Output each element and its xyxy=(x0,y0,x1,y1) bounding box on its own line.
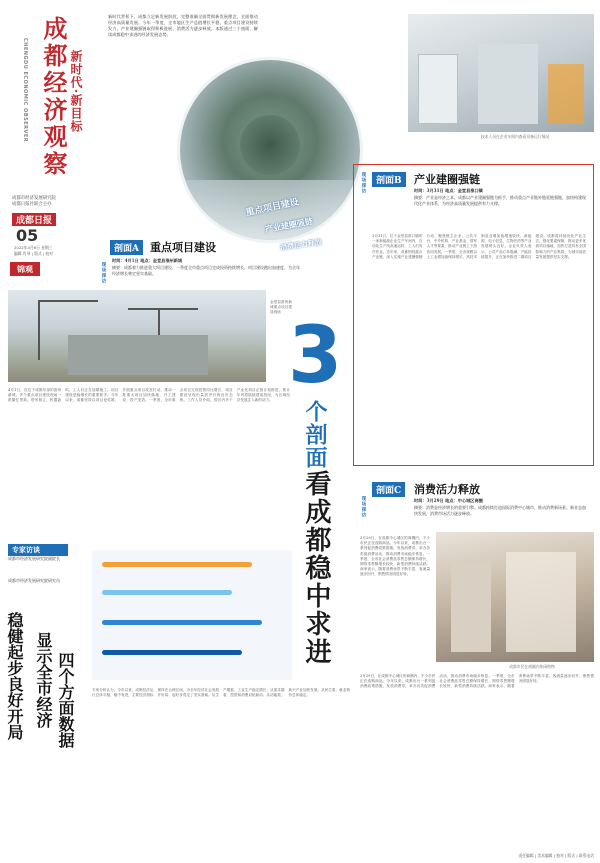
masthead-english: CHENGDU ECONOMIC OBSERVER xyxy=(22,38,28,143)
ring-label-3: 消费活力释放 xyxy=(279,238,323,252)
infographic-bar-2 xyxy=(102,590,232,595)
masthead-subtitle: 新时代·新目标 xyxy=(69,50,83,134)
experts-box-title: 专家访谈 xyxy=(8,544,68,556)
section-b-title: 产业建圈强链 xyxy=(414,173,480,186)
experts-list xyxy=(8,556,88,600)
experts-headline-3: 四个方面数据 xyxy=(56,652,75,748)
section-b-time: 时间：3月31日 地点：金堂县淮口镇 xyxy=(414,188,483,193)
ring-label-1: 重点项目建设 xyxy=(244,197,300,219)
infographic-bar-4 xyxy=(102,650,242,655)
section-c-badge: 剖面C xyxy=(372,482,405,497)
ring-label-2: 产业建圈强链 xyxy=(264,216,314,235)
experts-headline-2: 显示全市经济 xyxy=(34,632,53,728)
section-b-summary: 摘要：产业是经济之本。成都以产业建圈强链为抓手，推动重点产业链补链延链强链，加快构建现代化产业体系，为经济高质量发展提供有力支撑。 xyxy=(414,195,586,206)
expert-item-1: 成都市经济发展研究院副院长 xyxy=(8,556,60,561)
paper-name: 成都日报 xyxy=(12,213,56,226)
section-c-photo xyxy=(436,532,594,662)
section-a-badge: 剖面A xyxy=(110,240,143,255)
section-c-body-bottom: 3月29日，在成都中心城区的商圈内，不少市民正在选购商品。今年以来，成都出台一系列促消费政策措施，发放消费券，举办各类促消费活动，推动消费市场稳步恢复。一季度，全市社会消费品零售总额保持增长，网络零售额增长较快，新型消费持续活跃。商家表示，随着消费场景不断丰富，客流量逐步回升，销售情况明显好转。 xyxy=(360,674,594,689)
section-b-photo xyxy=(408,14,594,132)
masthead-edition-label: 成都市经济发展研究院 成都日报社联合主办 xyxy=(12,196,56,207)
expert-item-2: 成都市经济发展研究院研究员 xyxy=(8,578,60,583)
experts-headline-1: 稳健起步良好开局 xyxy=(5,612,24,740)
hero-big-number: 3 xyxy=(288,311,343,401)
section-b-photo-caption: 技术人员在企业车间内查看设备运行情况 xyxy=(480,134,550,139)
footer-line: 责任编辑 | 美术编辑 | 校对 | 版式 | 联系电话 xyxy=(518,853,594,858)
section-c-body-left: 3月29日，在成都中心城区的商圈内，不少市民正在选购商品。今年以来，成都出台一系列促消费政策措施，发放消费券，举办各类促消费活动，推动消费市场稳步恢复。一季度，全市社会消费品零售总额保持增长，网络零售额增长较快，新型消费持续活跃。商家表示，随着消费场景不断丰富，客流量逐步回升，销售情况明显好转。 xyxy=(360,536,430,577)
section-a-title: 重点项目建设 xyxy=(150,241,216,254)
data-infographic xyxy=(92,550,292,680)
date-line: 2022年4月6日 星期三 xyxy=(14,245,53,250)
masthead xyxy=(6,8,106,258)
section-c-tag: 现场探访 xyxy=(361,496,366,518)
infographic-bar-3 xyxy=(102,620,262,625)
section-c-photo-caption: 成都市民在商圈内休闲购物 xyxy=(509,664,555,669)
section-c-title: 消费活力释放 xyxy=(414,483,480,496)
page-number: 05 xyxy=(16,226,39,245)
intro-text: 新时代背景下，成都立足新发展阶段，完整准确全面贯彻新发展理念，全面推动经济高质量发展。今年一季度，全市地区生产总值增长平稳，重点项目建设持续发力，产业建圈强链取得积极进展，消费活力逐步释放。本版通过三个剖面，解读成都稳中求进的经济发展态势。 xyxy=(108,14,258,37)
section-a-body: 4月1日，在位于成都东部的淮州新城，多个重点项目建设现场一派繁忙景象。塔吊林立，机器轰鸣，工人们正在加紧施工。项目建设是稳增长的重要抓手。今年以来，成都坚持以项目论英雄，开展重点项目攻坚行动，推动一批重大项目加快落地、开工建设、投产见效。一季度，全市重点项目完成投资同比增长，项目建设呈现出量质齐升的良好态势。工作人员介绍，园区内多个产业化项目正按计划推进，预计年内将陆续建成投用，为区域经济发展注入新的动力。 xyxy=(8,388,290,403)
section-a-time: 时间：4月1日 地点：金堂县淮州新城 xyxy=(112,258,183,263)
section-b-badge: 剖面B xyxy=(372,172,406,187)
bottom-body: 专家分析认为，今年以来，成都经济运行总体平稳、稳中有进，主要经济指标保持在合理区间，为全年经济社会发展开好局、起好步奠定了坚实基础。从生产端看，工业生产稳定增长；从需求端看，投资和消费双轮驱动；从动能看，新兴产业加快发展；从民生看，就业物价总体稳定。 xyxy=(92,688,350,698)
section-a-photo xyxy=(8,290,266,382)
section-c-summary: 摘要：消费是经济增长的重要引擎。成都持续打造国际消费中心城市，推动消费新场景、新业态加快发展，消费市场活力逐步释放。 xyxy=(414,505,586,516)
section-a-summary: 摘要：成都着力推进重大项目建设，一季度全市重点项目完成投资持续增长，项目建设跑出加速度，为全年经济增长奠定坚实基础。 xyxy=(112,265,300,276)
section-b-tag: 现场探访 xyxy=(361,172,366,194)
section-a-tag: 现场探访 xyxy=(101,262,106,284)
brand-badge: 锦观 xyxy=(10,262,40,276)
hero-headline: 看成都稳中求进 xyxy=(301,470,331,666)
masthead-title: 成都经济观察 xyxy=(39,16,68,178)
section-a-photo-caption: 金堂县淮州新城重点项目建设现场 xyxy=(270,300,292,315)
section-c-time: 时间：3月29日 地点：中心城区商圈 xyxy=(414,498,483,503)
infographic-bar-1 xyxy=(102,562,252,567)
editor-line: 编辑 肖琴 | 版式 | 校对 xyxy=(14,251,53,256)
hero-big-unit: 个剖面 xyxy=(302,400,328,469)
section-b-body: 3月31日，位于金堂县淮口镇的一家新能源企业生产车间内，自动化生产线高速运转，工人们有序作业。近年来，成都围绕重点产业链，深入实施产业建圈强链行动，聚焦链主企业、公共平台、中介机构、产业基金、领军人才等要素，推动产业链上下游协同发展。一季度，全市规模以上工业增加值保持增长，高技术制造业增加值增速较快，新能源、电子信息、生物医药等产业发展势头良好。企业负责人表示，公司产品订单饱满，产能持续提升，正在加快推进二期项目建设。成都将持续优化产业生态，强化要素保障，推动更多优质项目落地，加快打造具有全国影响力的产业集群，为城市高质量发展提供坚实支撑。 xyxy=(372,234,586,259)
